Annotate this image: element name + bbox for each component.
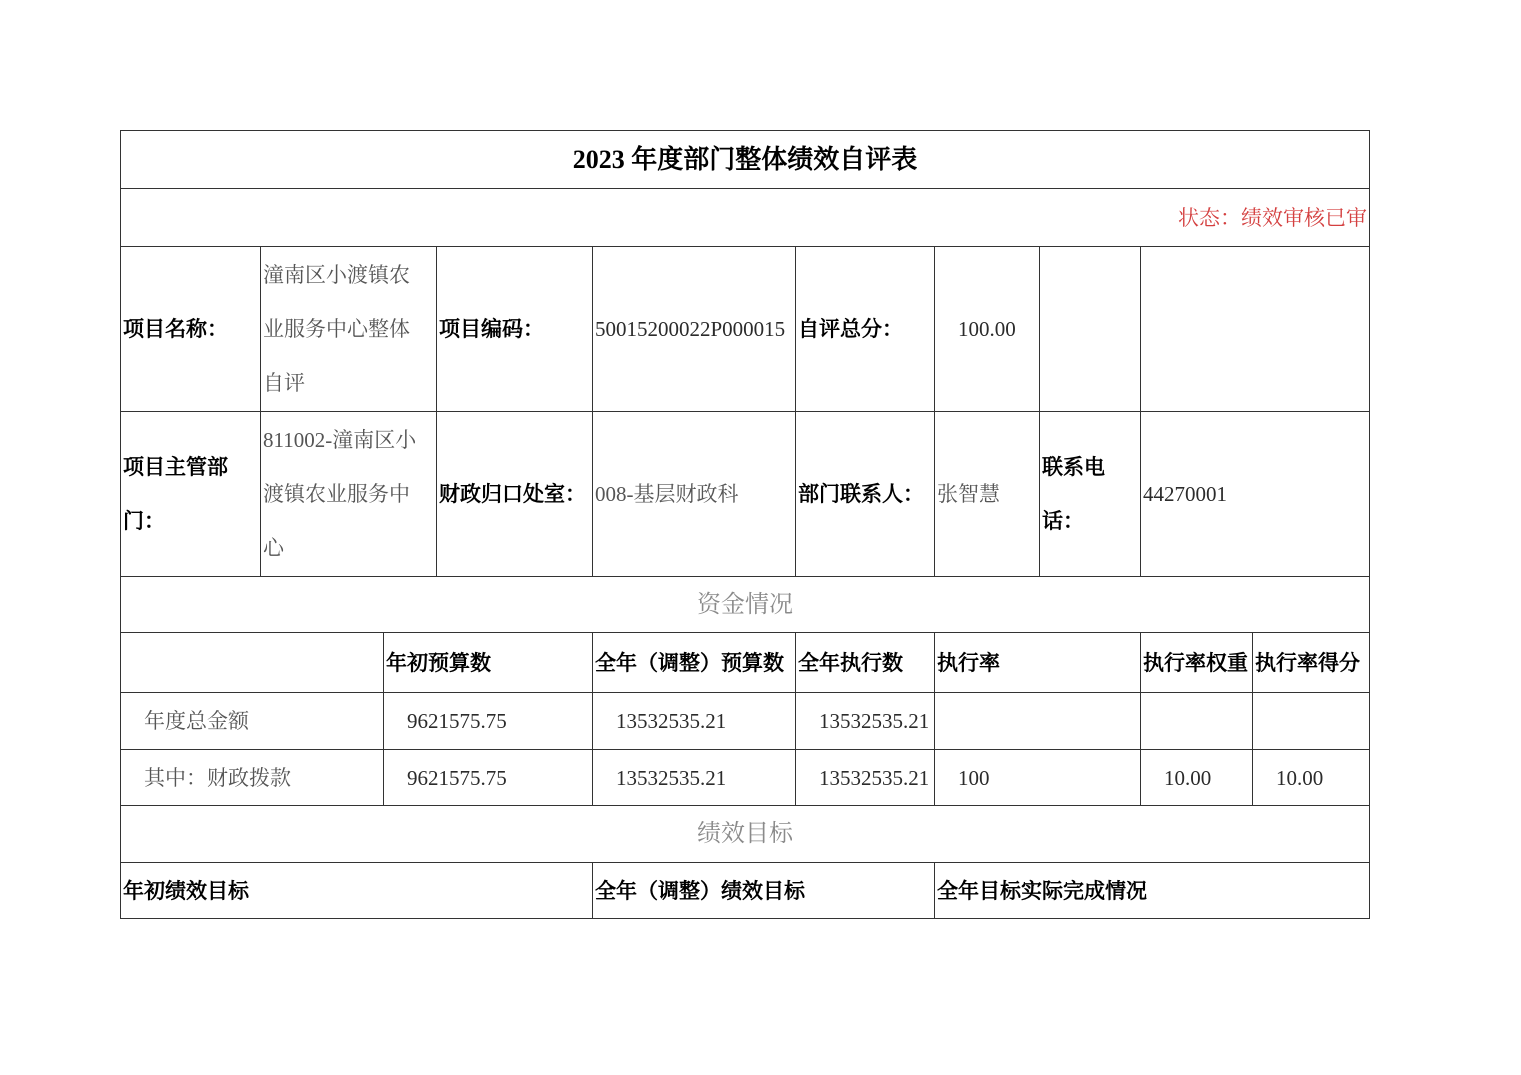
form-title: 2023 年度部门整体绩效自评表: [120, 130, 1370, 189]
header-weight: 执行率权重: [1140, 632, 1253, 693]
review-status: 状态：绩效审核已审: [120, 188, 1370, 247]
self-score-value: 100.00: [934, 246, 1040, 412]
phone-label-cell: [1039, 411, 1141, 577]
row-total-executed: 13532535.21: [795, 692, 935, 750]
contact-value: 张智慧: [934, 411, 1040, 577]
row-total-adjusted-budget: 13532535.21: [592, 692, 796, 750]
finance-office-label: 财政归口处室：: [436, 411, 593, 577]
row-fiscal-initial-budget: 9621575.75: [383, 749, 593, 806]
row-total-label: 年度总金额: [120, 692, 384, 750]
empty-cell: [1140, 246, 1370, 412]
phone-value: 44270001: [1140, 411, 1370, 577]
goal-header-adjusted: 全年（调整）绩效目标: [592, 862, 935, 919]
row-fiscal-label: 其中：财政拨款: [120, 749, 384, 806]
row-total-weight: [1140, 692, 1253, 750]
row-fiscal-score: 10.00: [1252, 749, 1370, 806]
self-score-label: 自评总分：: [795, 246, 935, 412]
row-fiscal-weight: 10.00: [1140, 749, 1253, 806]
funds-section-title: 资金情况: [120, 576, 1370, 633]
contact-label: 部门联系人：: [795, 411, 935, 577]
dept-value: 811002-潼南区小渡镇农业服务中心: [263, 428, 417, 560]
header-initial-budget: 年初预算数: [383, 632, 593, 693]
dept-value-cell: [260, 411, 437, 577]
project-name-label: 项目名称：: [120, 246, 261, 412]
dept-label: 项目主管部门：: [123, 455, 228, 533]
header-score: 执行率得分: [1252, 632, 1370, 693]
goals-section-title: 绩效目标: [120, 805, 1370, 863]
row-fiscal-rate: 100: [934, 749, 1141, 806]
phone-label: 联系电话：: [1042, 455, 1105, 533]
project-name-value: 潼南区小渡镇农业服务中心整体自评: [263, 263, 410, 395]
header-executed: 全年执行数: [795, 632, 935, 693]
row-total-initial-budget: 9621575.75: [383, 692, 593, 750]
row-fiscal-adjusted-budget: 13532535.21: [592, 749, 796, 806]
project-name-cell: [260, 246, 437, 412]
project-code-value: 50015200022P000015: [592, 246, 796, 412]
finance-office-value: 008-基层财政科: [592, 411, 796, 577]
empty-cell: [1039, 246, 1141, 412]
goal-header-actual: 全年目标实际完成情况: [934, 862, 1370, 919]
header-rate: 执行率: [934, 632, 1141, 693]
funds-header-empty: [120, 632, 384, 693]
header-adjusted-budget: 全年（调整）预算数: [592, 632, 796, 693]
dept-label-cell: [120, 411, 261, 577]
project-code-label: 项目编码：: [436, 246, 593, 412]
row-total-score: [1252, 692, 1370, 750]
goal-header-initial: 年初绩效目标: [120, 862, 593, 919]
row-fiscal-executed: 13532535.21: [795, 749, 935, 806]
row-total-rate: [934, 692, 1141, 750]
